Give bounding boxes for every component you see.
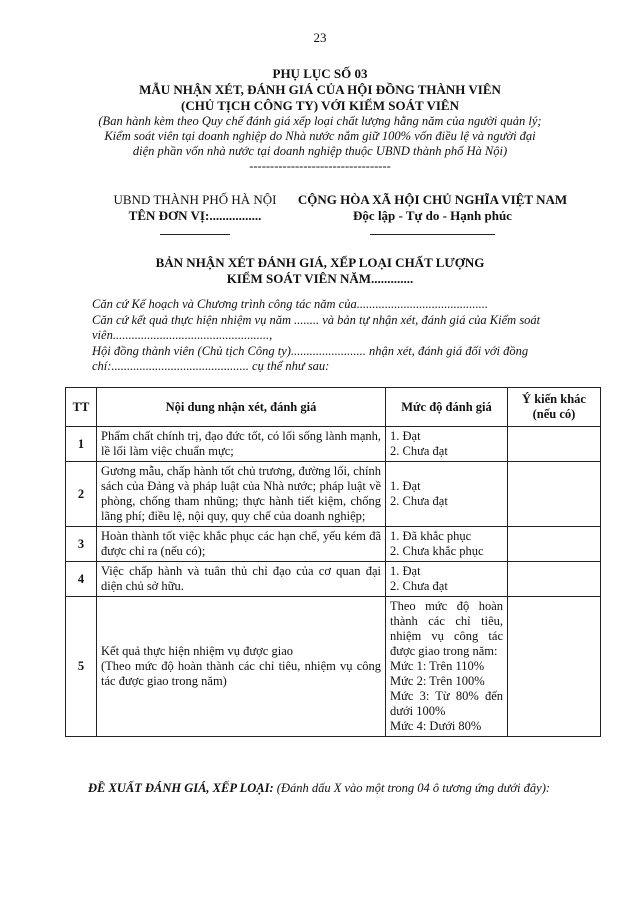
unit-name: TÊN ĐƠN VỊ:................	[128, 208, 262, 223]
appendix-note-line1: (Ban hành kèm theo Quy chế đánh giá xếp loại chất lượng hằng năm của người quản lý;	[98, 114, 542, 128]
row-level	[386, 597, 508, 737]
organization-block	[95, 192, 295, 235]
level-option: 2. Chưa đạt	[390, 444, 448, 458]
basis-line: Hội đồng thành viên (Chủ tịch Công ty)........................ nhận xét, đánh giá đối với đồng	[92, 343, 529, 358]
header-content: Nội dung nhận xét, đánh giá	[97, 388, 386, 427]
row-content: Việc chấp hành và tuân thủ chỉ đạo của cơ quan đại diện chủ sở hữu.	[97, 562, 386, 597]
header-other	[508, 388, 601, 427]
row-content: Hoàn thành tốt việc khắc phục các hạn chế, yếu kém đã được chỉ ra (nếu có);	[97, 527, 386, 562]
proposal-lead: ĐỀ XUẤT ĐÁNH GIÁ, XẾP LOẠI:	[88, 781, 274, 795]
table-header-row	[66, 388, 601, 427]
page-number: 23	[313, 30, 327, 45]
row-other-opinion	[508, 597, 601, 737]
evaluation-table	[65, 387, 601, 737]
basis-line: chí:............................................ cụ thể như sau:	[92, 359, 330, 373]
report-title-line1: BẢN NHẬN XÉT ĐÁNH GIÁ, XẾP LOẠI CHẤT LƯỢNG	[155, 255, 485, 270]
level-option: Mức 4: Dưới 80%	[390, 719, 482, 733]
level-option: 2. Chưa khắc phục	[390, 544, 484, 558]
level-option: Mức 1: Trên 110%	[390, 659, 485, 673]
row-level	[386, 562, 508, 597]
level-option: 1. Đạt	[390, 564, 421, 578]
basis-line: viên..................................................,	[92, 328, 273, 342]
header-other-line1: Ý kiến khác	[522, 392, 586, 406]
table-row	[66, 462, 601, 527]
appendix-note-line3: diện phần vốn nhà nước tại doanh nghiệp thuộc UBND thành phố Hà Nội)	[132, 144, 508, 158]
row-number: 2	[66, 462, 97, 527]
row5-content-note: (Theo mức độ hoàn thành các chỉ tiêu, nhiệm vụ công tác được giao trong năm)	[101, 659, 381, 688]
table-row	[66, 562, 601, 597]
row-number: 4	[66, 562, 97, 597]
organization-name: UBND THÀNH PHỐ HÀ NỘI	[113, 192, 277, 207]
row-content: Gương mẫu, chấp hành tốt chủ trương, đường lối, chính sách của Đảng và pháp luật của Nhà nước; pháp luật về phòng, chống tham nhũng; thực hành tiết kiệm, chống lãng phí; điều lệ, nội quy, quy chế của doanh nghiệp;	[97, 462, 386, 527]
appendix-heading-line2: (CHỦ TỊCH CÔNG TY) VỚI KIỂM SOÁT VIÊN	[181, 98, 459, 113]
proposal-line	[88, 781, 608, 796]
row-content: Phẩm chất chính trị, đạo đức tốt, có lối sống lành mạnh, lề lối làm việc chuẩn mực;	[97, 427, 386, 462]
country-name: CỘNG HÒA XÃ HỘI CHỦ NGHĨA VIỆT NAM	[297, 192, 568, 207]
report-title	[0, 255, 640, 287]
level-intro: Theo mức độ hoàn thành các chỉ tiêu, nhiệm vụ công tác được giao trong năm:	[390, 599, 503, 658]
appendix-heading-line1: MẪU NHẬN XÉT, ĐÁNH GIÁ CỦA HỘI ĐỒNG THÀNH VIÊN	[139, 82, 501, 97]
row-level	[386, 462, 508, 527]
appendix-note	[60, 114, 580, 174]
org-underline	[160, 234, 230, 235]
basis-paragraph	[92, 297, 582, 375]
proposal-instruction: (Đánh dấu X vào một trong 04 ô tương ứng dưới đây):	[273, 781, 551, 795]
appendix-title: PHỤ LỤC SỐ 03	[272, 66, 368, 81]
table-row	[66, 427, 601, 462]
appendix-note-line2: Kiểm soát viên tại doanh nghiệp do Nhà nước nắm giữ 100% vốn điều lệ và người đại	[104, 129, 536, 143]
national-motto: Độc lập - Tự do - Hạnh phúc	[353, 208, 512, 223]
level-option: 1. Đạt	[390, 479, 421, 493]
row-other-opinion	[508, 562, 601, 597]
divider-dashes: ----------------------------------	[249, 159, 391, 173]
row-number: 5	[66, 597, 97, 737]
table-row	[66, 597, 601, 737]
report-title-line2: KIỂM SOÁT VIÊN NĂM.............	[226, 271, 414, 286]
basis-line: Căn cứ kết quả thực hiện nhiệm vụ năm ........ và bản tự nhận xét, đánh giá của Kiểm soát	[92, 312, 541, 327]
row-content	[97, 597, 386, 737]
level-option: 2. Chưa đạt	[390, 579, 448, 593]
row-number: 3	[66, 527, 97, 562]
row-level	[386, 427, 508, 462]
level-option: Mức 3: Từ 80% đến dưới 100%	[390, 689, 503, 718]
header-level: Mức độ đánh giá	[386, 388, 508, 427]
national-motto-block	[290, 192, 575, 235]
row-number: 1	[66, 427, 97, 462]
row-other-opinion	[508, 462, 601, 527]
header-other-line2: (nếu có)	[532, 407, 576, 421]
motto-underline	[370, 234, 495, 235]
table-row	[66, 527, 601, 562]
appendix-heading	[0, 66, 640, 114]
level-option: 1. Đạt	[390, 429, 421, 443]
row5-content-title: Kết quả thực hiện nhiệm vụ được giao	[101, 644, 293, 658]
row-other-opinion	[508, 527, 601, 562]
basis-line: Căn cứ Kế hoạch và Chương trình công tác năm của..........................................	[92, 297, 488, 311]
level-option: 1. Đã khắc phục	[390, 529, 472, 543]
level-option: 2. Chưa đạt	[390, 494, 448, 508]
level-option: Mức 2: Trên 100%	[390, 674, 485, 688]
row-level	[386, 527, 508, 562]
row-other-opinion	[508, 427, 601, 462]
header-tt: TT	[66, 388, 97, 427]
